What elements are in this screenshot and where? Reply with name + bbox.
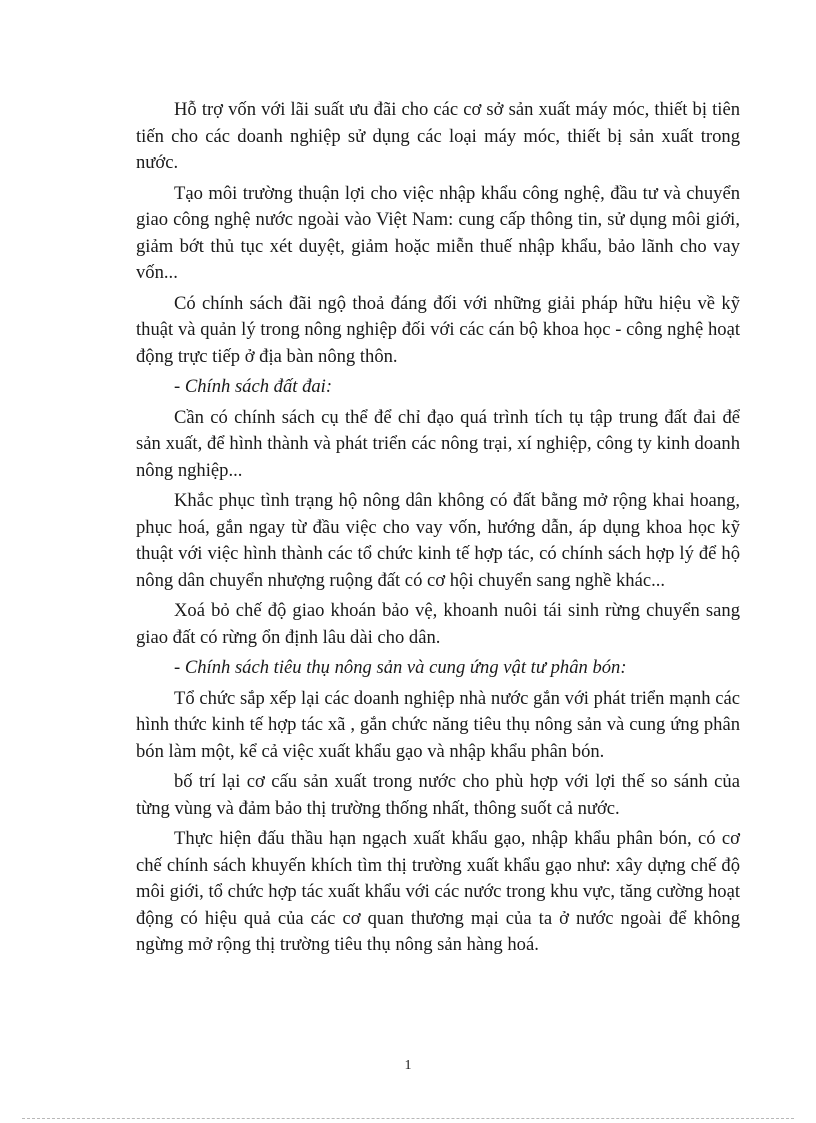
paragraph-production-structure: bố trí lại cơ cấu sản xuất trong nước cho phù hợp với lợi thế so sánh của từng vùng và đảm bảo thị trường thống nhất, thông suốt cả nước. xyxy=(136,771,740,819)
section-heading-land-policy: - Chính sách đất đai: xyxy=(174,376,333,397)
page-bottom-divider xyxy=(22,1118,794,1119)
paragraph-land-concentration: Cần có chính sách cụ thể để chỉ đạo quá trình tích tụ tập trung đất đai để sản xuất, để hình thành và phát triển các nông trại, xí nghiệp, công ty kinh doanh nông nghiệp... xyxy=(136,406,740,481)
paragraph-reorganize-enterprises: Tổ chức sắp xếp lại các doanh nghiệp nhà nước gắn với phát triển mạnh các hình thức kinh tế hợp tác xã , gắn chức năng tiêu thụ nông sản và cung ứng phân bón làm một, kể cả việc xuất khẩu gạo và nhập khẩu phân bón. xyxy=(136,687,740,762)
paragraph-forest-allocation: Xoá bỏ chế độ giao khoán bảo vệ, khoanh nuôi tái sinh rừng chuyển sang giao đất có rừng ổn định lâu dài cho dân. xyxy=(136,600,740,648)
paragraph-capital-support: Hỗ trợ vốn với lãi suất ưu đãi cho các cơ sở sản xuất máy móc, thiết bị tiên tiến cho các doanh nghiệp sử dụng các loại máy móc, thiết bị sản xuất trong nước. xyxy=(136,99,740,173)
paragraph-export-quota: Thực hiện đấu thầu hạn ngạch xuất khẩu gạo, nhập khẩu phân bón, có cơ chế chính sách khuyến khích tìm thị trường xuất khẩu gạo như: xây dựng chế độ môi giới, tổ chức hợp tác xuất khẩu với các nước trong khu vực, tăng cường hoạt động có hiệu quả của các cơ quan thương mại của ta ở nước ngoài để không ngừng mở rộng thị trường tiêu thụ nông sản hàng hoá. xyxy=(136,828,740,955)
paragraph-incentive-policy: Có chính sách đãi ngộ thoả đáng đối với những giải pháp hữu hiệu về kỹ thuật và quản lý trong nông nghiệp đối với các cán bộ khoa học - công nghệ hoạt động trực tiếp ở địa bàn nông thôn. xyxy=(136,292,740,367)
paragraph-landless-households: Khắc phục tình trạng hộ nông dân không có đất bằng mở rộng khai hoang, phục hoá, gắn ngay từ đầu việc cho vay vốn, hướng dẫn, áp dụng khoa học kỹ thuật với việc hình thành các tổ chức kinh tế hợp tác, có chính sách hợp lý để hộ nông dân chuyển nhượng ruộng đất có cơ hội chuyển sang nghề khác... xyxy=(136,490,740,591)
section-heading-consumption-policy: - Chính sách tiêu thụ nông sản và cung ứng vật tư phân bón: xyxy=(174,657,627,678)
document-body xyxy=(136,97,740,963)
page-number: 1 xyxy=(404,1058,412,1073)
paragraph-technology-import: Tạo môi trường thuận lợi cho việc nhập khẩu công nghệ, đầu tư và chuyển giao công nghệ nước ngoài vào Việt Nam: cung cấp thông tin, sử dụng môi giới, giảm bớt thủ tục xét duyệt, giảm hoặc miễn thuế nhập khẩu, bảo lãnh cho vay vốn... xyxy=(136,182,740,283)
